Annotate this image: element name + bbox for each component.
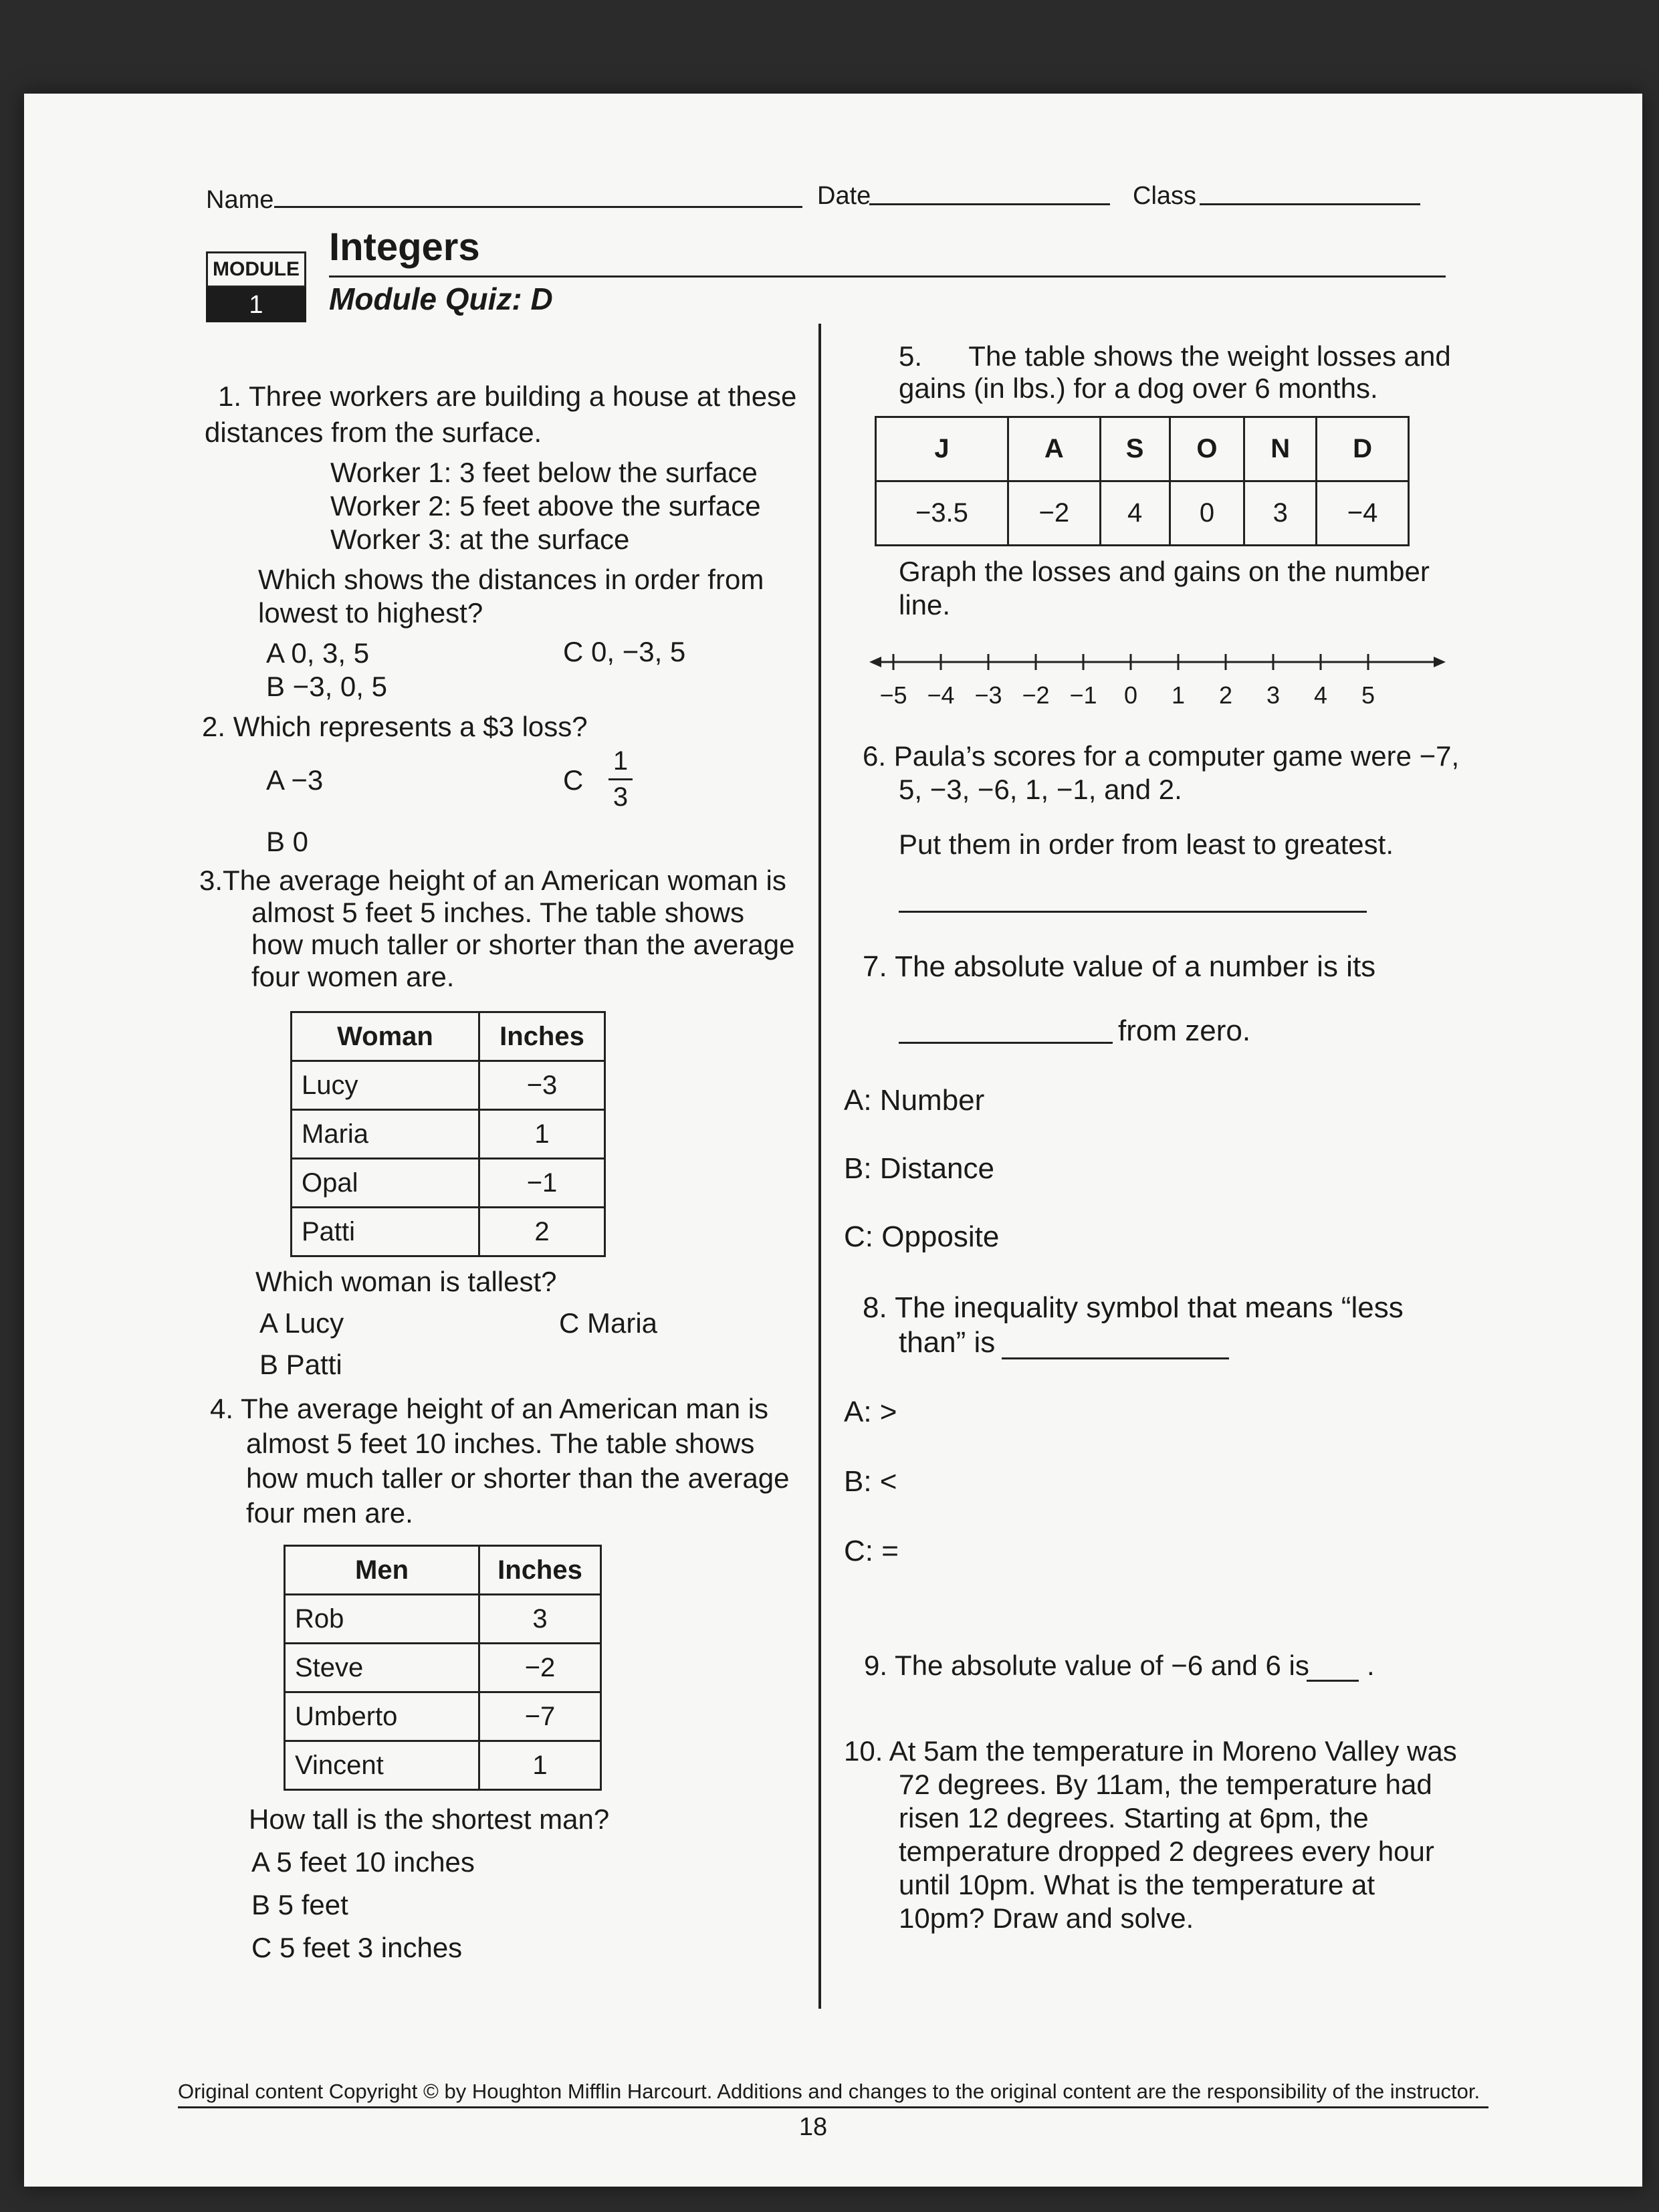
- q5-prompt1: Graph the losses and gains on the number: [899, 556, 1430, 587]
- q4-line2: almost 5 feet 10 inches. The table shows: [246, 1428, 755, 1459]
- table-cell: 0: [1170, 481, 1244, 546]
- number-line-label: 2: [1218, 681, 1233, 709]
- number-line[interactable]: [867, 642, 1448, 715]
- number-line-label: 4: [1313, 681, 1328, 709]
- number-line-label: −3: [974, 681, 1002, 709]
- q10-line4: temperature dropped 2 degrees every hour: [899, 1836, 1434, 1867]
- q5-prompt2: line.: [899, 589, 951, 621]
- table-cell: −2: [479, 1644, 601, 1692]
- q9-period: .: [1367, 1650, 1375, 1681]
- column-divider: [818, 324, 821, 2009]
- number-line-label: 1: [1171, 681, 1186, 709]
- q3-option-a[interactable]: A Lucy: [259, 1307, 344, 1339]
- q1-prompt1: Which shows the distances in order from: [258, 564, 764, 595]
- q6-prompt: Put them in order from least to greatest.: [899, 828, 1394, 860]
- table-cell: −1: [479, 1159, 605, 1208]
- table-cell: 4: [1100, 481, 1170, 546]
- women-table: [290, 1011, 606, 1257]
- q1-option-a[interactable]: A 0, 3, 5: [266, 637, 370, 669]
- title-rule: [329, 275, 1446, 278]
- q10-line2: 72 degrees. By 11am, the temperature had: [899, 1769, 1432, 1800]
- q3-option-b[interactable]: B Patti: [259, 1349, 342, 1380]
- q6-line2: 5, −3, −6, 1, −1, and 2.: [899, 774, 1182, 805]
- class-label: Class: [1133, 182, 1197, 210]
- table-header: Men: [285, 1546, 479, 1595]
- q10-line5: until 10pm. What is the temperature at: [899, 1869, 1375, 1900]
- q8-line2: than” is: [899, 1326, 996, 1359]
- q8-option-c[interactable]: C: =: [844, 1535, 899, 1567]
- table-cell: Vincent: [285, 1741, 479, 1790]
- number-line-label: 5: [1361, 681, 1375, 709]
- q1-option-c[interactable]: C 0, −3, 5: [563, 636, 686, 667]
- q7-option-b[interactable]: B: Distance: [844, 1152, 994, 1185]
- table-row: [285, 1741, 601, 1790]
- table-cell: −3.5: [876, 481, 1008, 546]
- weight-table: [875, 416, 1410, 546]
- q2-fraction-bar: [609, 778, 633, 780]
- q8-option-a[interactable]: A: >: [844, 1396, 897, 1428]
- q10-line1: 10. At 5am the temperature in Moreno Valley was: [844, 1735, 1457, 1767]
- class-line[interactable]: [1200, 203, 1420, 205]
- table-cell: 1: [479, 1741, 601, 1790]
- table-row: [876, 481, 1409, 546]
- q3-line1: 3.The average height of an American woman is: [199, 865, 786, 896]
- table-row: [292, 1061, 605, 1110]
- number-line-left-arrow: [869, 657, 881, 667]
- table-row: [292, 1110, 605, 1159]
- table-row: [292, 1159, 605, 1208]
- module-number: 1: [206, 288, 306, 322]
- table-header: J: [876, 417, 1008, 481]
- q3-line2: almost 5 feet 5 inches. The table shows: [251, 897, 744, 928]
- q8-line1: 8. The inequality symbol that means “less: [863, 1291, 1404, 1324]
- q6-answer-line[interactable]: [899, 911, 1367, 913]
- q1-option-b[interactable]: B −3, 0, 5: [266, 671, 387, 702]
- table-cell: −7: [479, 1692, 601, 1741]
- date-line[interactable]: [869, 203, 1110, 205]
- table-row: [292, 1208, 605, 1256]
- men-table: [284, 1545, 602, 1791]
- name-line[interactable]: [274, 206, 802, 208]
- number-line-label: 0: [1123, 681, 1138, 709]
- table-cell: Patti: [292, 1208, 479, 1256]
- table-cell: 3: [1244, 481, 1317, 546]
- q4-line3: how much taller or shorter than the average: [246, 1462, 790, 1494]
- q3-line4: four women are.: [251, 961, 455, 992]
- q10-line6: 10pm? Draw and solve.: [899, 1902, 1194, 1934]
- name-label: Name: [206, 186, 274, 214]
- q7-answer-line[interactable]: [899, 1042, 1113, 1044]
- q4-option-b[interactable]: B 5 feet: [251, 1889, 348, 1920]
- q3-line3: how much taller or shorter than the average: [251, 929, 795, 960]
- table-row: [285, 1644, 601, 1692]
- q1-prompt2: lowest to highest?: [258, 597, 483, 629]
- q5-line2: gains (in lbs.) for a dog over 6 months.: [899, 372, 1378, 404]
- number-line-label: 3: [1266, 681, 1281, 709]
- q1-worker1: Worker 1: 3 feet below the surface: [330, 457, 758, 488]
- table-cell: Opal: [292, 1159, 479, 1208]
- table-cell: Umberto: [285, 1692, 479, 1741]
- q4-option-c[interactable]: C 5 feet 3 inches: [251, 1932, 463, 1963]
- q8-option-b[interactable]: B: <: [844, 1465, 897, 1498]
- table-cell: −3: [479, 1061, 605, 1110]
- q2-option-c-letter[interactable]: C: [563, 764, 584, 796]
- table-cell: Steve: [285, 1644, 479, 1692]
- date-label: Date: [817, 182, 871, 210]
- q4-line1: 4. The average height of an American man is: [210, 1393, 769, 1424]
- q7-line2: from zero.: [1118, 1014, 1251, 1047]
- table-cell: −4: [1317, 481, 1409, 546]
- q5-line1: 5. The table shows the weight losses and: [899, 340, 1451, 372]
- q4-question: How tall is the shortest man?: [249, 1803, 610, 1835]
- table-header: Inches: [479, 1546, 601, 1595]
- q9-text: 9. The absolute value of −6 and 6 is: [864, 1650, 1309, 1681]
- q2-text: 2. Which represents a $3 loss?: [202, 711, 588, 742]
- table-cell: 2: [479, 1208, 605, 1256]
- q7-line1: 7. The absolute value of a number is its: [863, 950, 1376, 983]
- worksheet-page: [24, 94, 1642, 2187]
- table-header: Woman: [292, 1012, 479, 1061]
- table-row: [285, 1692, 601, 1741]
- q3-question: Which woman is tallest?: [255, 1266, 557, 1297]
- number-line-label: −4: [927, 681, 955, 709]
- q1-worker2: Worker 2: 5 feet above the surface: [330, 490, 761, 522]
- q9-answer-line[interactable]: [1307, 1680, 1359, 1682]
- copyright-notice: Original content Copyright © by Houghton Mifflin Harcourt. Additions and changes to the original content are the responsibility of the instructor.: [178, 2080, 1480, 2103]
- q6-line1: 6. Paula’s scores for a computer game were −7,: [863, 740, 1460, 772]
- q1-worker3: Worker 3: at the surface: [330, 524, 630, 555]
- q2-option-a[interactable]: A −3: [266, 764, 324, 796]
- q10-line3: risen 12 degrees. Starting at 6pm, the: [899, 1802, 1369, 1834]
- table-header: A: [1008, 417, 1100, 481]
- table-cell: Lucy: [292, 1061, 479, 1110]
- footer-rule: [178, 2106, 1488, 2108]
- q7-option-c[interactable]: C: Opposite: [844, 1220, 1000, 1253]
- q2-fraction-numerator: 1: [613, 746, 629, 776]
- table-header: S: [1100, 417, 1170, 481]
- page-number: 18: [798, 2113, 828, 2141]
- table-header: N: [1244, 417, 1317, 481]
- q8-answer-line[interactable]: [1002, 1357, 1229, 1359]
- q1-line2: distances from the surface.: [205, 417, 542, 448]
- table-cell: −2: [1008, 481, 1100, 546]
- page-title: Integers: [329, 225, 480, 269]
- number-line-label: −2: [1022, 681, 1050, 709]
- q2-fraction-denominator: 3: [613, 782, 629, 812]
- module-label: MODULE: [206, 251, 306, 288]
- q7-option-a[interactable]: A: Number: [844, 1084, 985, 1117]
- page-subtitle: Module Quiz: D: [329, 282, 553, 316]
- table-header: Inches: [479, 1012, 605, 1061]
- q4-option-a[interactable]: A 5 feet 10 inches: [251, 1846, 475, 1878]
- table-cell: 1: [479, 1110, 605, 1159]
- number-line-label: −5: [879, 681, 907, 709]
- table-row: [285, 1595, 601, 1644]
- table-cell: 3: [479, 1595, 601, 1644]
- q2-option-b[interactable]: B 0: [266, 826, 309, 857]
- q4-line4: four men are.: [246, 1497, 413, 1529]
- table-header: D: [1317, 417, 1409, 481]
- table-cell: Rob: [285, 1595, 479, 1644]
- number-line-right-arrow: [1434, 657, 1446, 667]
- number-line-label: −1: [1069, 681, 1097, 709]
- table-cell: Maria: [292, 1110, 479, 1159]
- q3-option-c[interactable]: C Maria: [559, 1307, 658, 1339]
- table-header: O: [1170, 417, 1244, 481]
- q1-line1: 1. Three workers are building a house at these: [218, 380, 797, 412]
